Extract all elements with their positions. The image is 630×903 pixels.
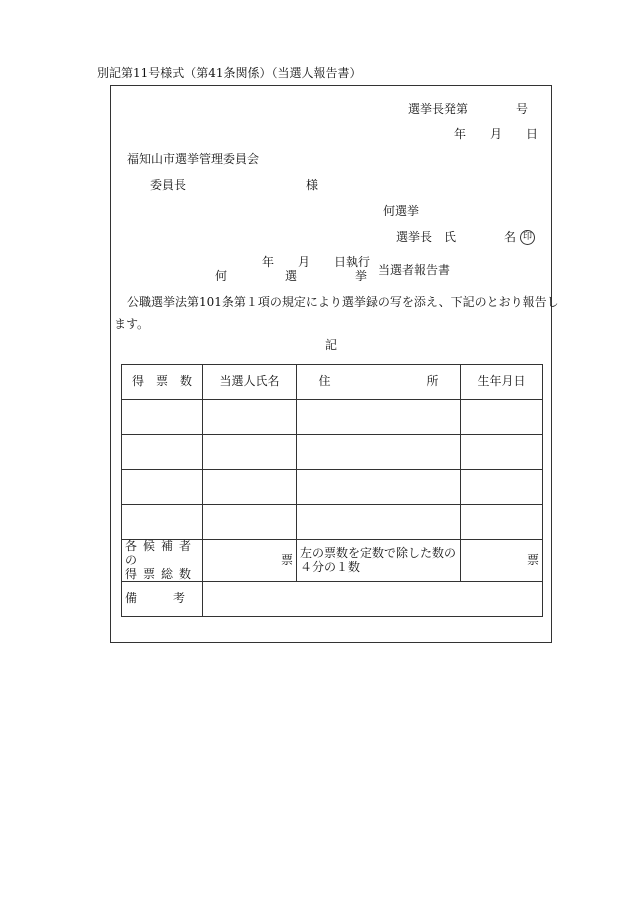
quota-label-line-1: 左の票数を定数で除した数の (300, 545, 457, 560)
table-cell[interactable] (203, 470, 297, 505)
quota-unit[interactable]: 票 (461, 540, 543, 582)
body-text-line-1: 公職選挙法第101条第１項の規定により選挙録の写を添え、下記のとおり報告し (127, 295, 559, 309)
table-cell[interactable] (203, 505, 297, 540)
remarks-label: 備 考 (122, 582, 203, 617)
remarks-field[interactable] (203, 582, 543, 617)
table-cell[interactable] (461, 400, 543, 435)
title-char-3: 挙 (355, 269, 368, 283)
header-address: 住 所 (297, 365, 461, 400)
recipient-chair: 委員長 様 (150, 178, 319, 192)
result-table (121, 364, 543, 617)
issue-number-label: 選挙長発第 号 (408, 102, 529, 116)
title-char-2: 選 (285, 269, 298, 283)
table-cell[interactable] (297, 435, 461, 470)
remarks-row (122, 582, 543, 617)
report-title: 当選者報告書 (378, 263, 451, 277)
table-row (122, 470, 543, 505)
quota-label (297, 540, 461, 582)
table-cell[interactable] (461, 470, 543, 505)
total-row (122, 540, 543, 582)
table-cell[interactable] (203, 400, 297, 435)
recipient-organization: 福知山市選挙管理委員会 (127, 152, 260, 166)
table-row (122, 435, 543, 470)
header-vote-count: 得 票 数 (122, 365, 203, 400)
total-votes-label-line-2: 得票総数 (125, 566, 198, 581)
form-caption: 別記第11号様式（第41条関係）（当選人報告書） (97, 66, 362, 80)
table-cell[interactable] (203, 435, 297, 470)
body-text-line-2: ます。 (114, 317, 150, 331)
total-votes-unit[interactable]: 票 (203, 540, 297, 582)
execution-date-line: 年 月 日執行 (262, 255, 371, 269)
table-row (122, 505, 543, 540)
election-name: 何選挙 (383, 204, 420, 218)
election-chief-name-line: 選挙長 氏 名 (396, 230, 517, 244)
table-header-row (122, 365, 543, 400)
total-votes-label-line-1: 各候補者の (125, 539, 198, 567)
table-cell[interactable] (122, 505, 203, 540)
table-row (122, 400, 543, 435)
table-cell[interactable] (122, 470, 203, 505)
header-winner-name: 当選人氏名 (203, 365, 297, 400)
title-char-1: 何 (215, 269, 228, 283)
table-cell[interactable] (122, 400, 203, 435)
seal-mark: 印 (520, 230, 535, 245)
table-cell[interactable] (122, 435, 203, 470)
table-cell[interactable] (461, 435, 543, 470)
table-cell[interactable] (297, 505, 461, 540)
report-date-label: 年 月 日 (454, 127, 539, 141)
table-cell[interactable] (461, 505, 543, 540)
table-cell[interactable] (297, 470, 461, 505)
quota-label-line-2: ４分の１数 (300, 559, 361, 574)
table-cell[interactable] (297, 400, 461, 435)
header-birthdate: 生年月日 (461, 365, 543, 400)
total-votes-label (122, 540, 203, 582)
ki-heading: 記 (325, 338, 338, 352)
